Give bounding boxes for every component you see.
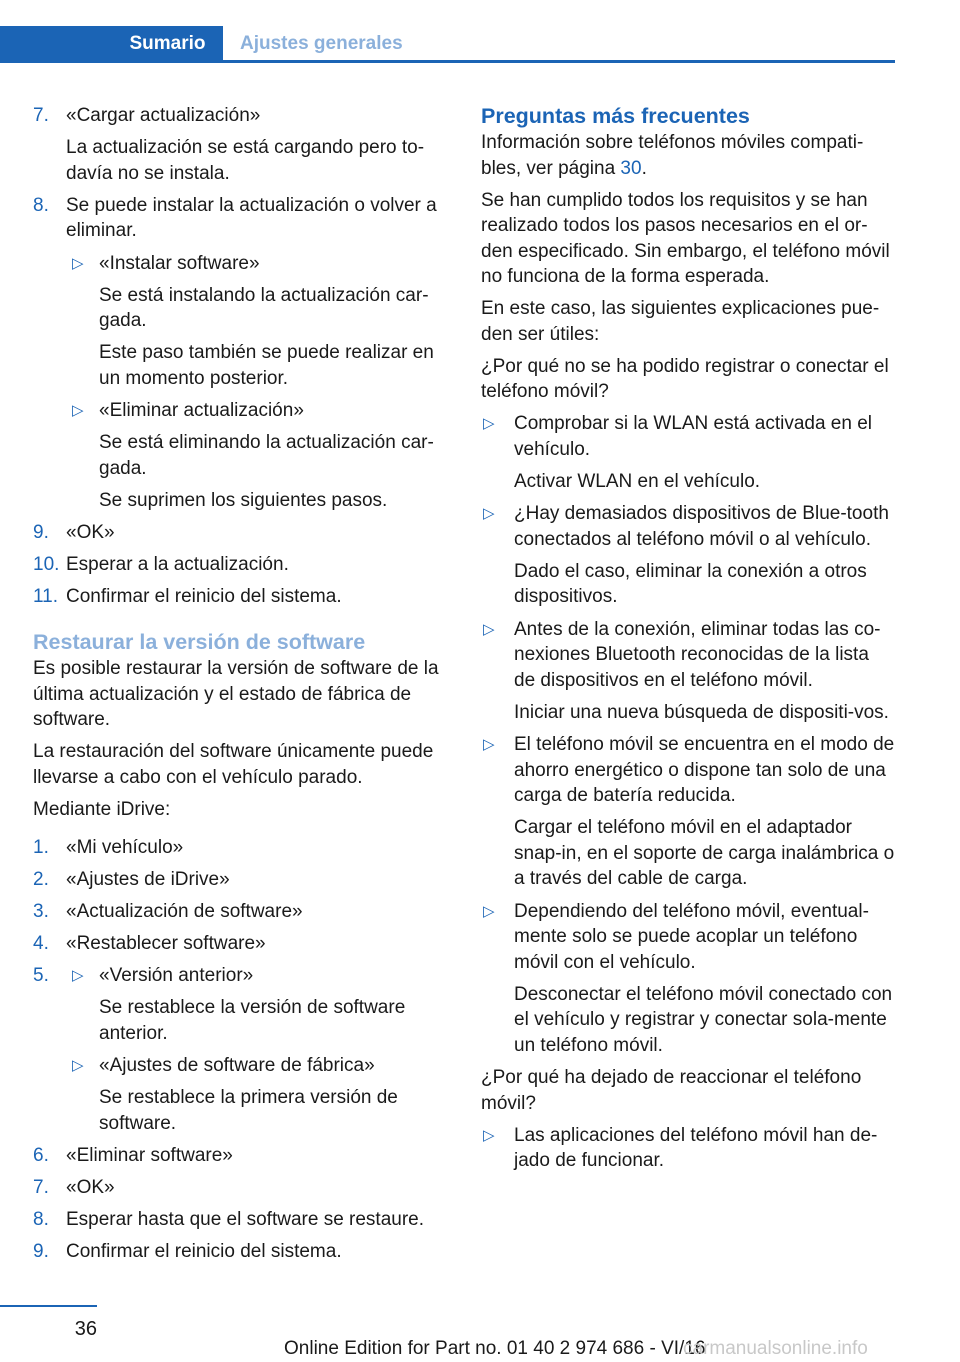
list-number: 10.	[33, 553, 60, 575]
list-item	[33, 552, 449, 578]
list-text: «Restablecer software»	[66, 933, 266, 954]
list-item	[33, 931, 449, 957]
bullet-text: Antes de la conexión, eliminar todas las co-nexiones Bluetooth reconocidas de la lista de dispositivos en el teléfono móvil.	[514, 618, 881, 691]
bullet-item	[66, 1053, 449, 1136]
list-text: «Actualización de software»	[66, 901, 303, 922]
bullet-text: Se restablece la versión de software anterior.	[99, 997, 406, 1044]
footer-divider	[0, 1305, 97, 1307]
triangle-bullet-icon: ▷	[72, 1057, 84, 1074]
paragraph: La restauración del software únicamente puede llevarse a cabo con el vehículo parado.	[33, 741, 434, 788]
triangle-bullet-icon: ▷	[72, 402, 84, 419]
list-item	[33, 103, 449, 186]
list-item	[33, 1175, 449, 1201]
bullet-item	[66, 963, 449, 1046]
list-text: Confirmar el reinicio del sistema.	[66, 1240, 342, 1262]
list-item	[33, 1239, 449, 1265]
paragraph-text: .	[641, 157, 647, 179]
list-number: 9.	[33, 521, 49, 543]
list-item	[33, 1207, 449, 1233]
paragraph-text: Información sobre teléfonos móviles compati-bles, ver página	[481, 132, 864, 179]
list-text: «Mi vehículo»	[66, 837, 184, 858]
bullet-item	[481, 1123, 895, 1174]
header-accent	[0, 26, 112, 63]
list-item	[33, 520, 449, 546]
bullet-text: Se suprimen los siguientes pasos.	[99, 489, 388, 511]
paragraph: Es posible restaurar la versión de software de la última actualización y el estado de fábrica de software.	[33, 658, 439, 730]
bullet-text: Se está instalando la actualización car-gada.	[99, 284, 429, 331]
bullet-item	[481, 411, 895, 494]
list-text: «Cargar actualización»	[66, 105, 261, 126]
section-heading: Restaurar la versión de software	[33, 630, 366, 654]
bullet-text: Comprobar si la WLAN está activada en el vehículo.	[514, 413, 872, 460]
triangle-bullet-icon: ▷	[483, 620, 495, 638]
list-number: 7.	[33, 105, 49, 126]
list-number: 3.	[33, 901, 49, 922]
bullet-text: Iniciar una nueva búsqueda de dispositi-vos.	[514, 701, 889, 723]
left-column	[33, 103, 449, 1271]
paragraph: En este caso, las siguientes explicaciones pue-den ser útiles:	[481, 298, 880, 345]
watermark-text: carmanualsonline.info	[683, 1338, 868, 1359]
bullet-item	[481, 732, 895, 892]
list-text: Esperar hasta que el software se restaure.	[66, 1208, 425, 1230]
header-section-title: Ajustes generales	[240, 33, 403, 54]
list-text: «OK»	[66, 1176, 115, 1198]
list-text: Se puede instalar la actualización o volver a eliminar.	[66, 194, 437, 241]
bullet-text: Desconectar el teléfono móvil conectado con el vehículo y registrar y conectar sola-mente un teléfono móvil.	[514, 983, 893, 1056]
edition-text: Online Edition for Part no. 01 40 2 974 686 - VI/16	[284, 1338, 706, 1359]
triangle-bullet-icon: ▷	[483, 736, 495, 753]
bullet-text: Dado el caso, eliminar la conexión a otros dispositivos.	[514, 560, 867, 607]
bullet-title: «Instalar software»	[99, 252, 260, 274]
list-number: 6.	[33, 1144, 49, 1166]
list-number: 8.	[33, 194, 49, 216]
header-tab-label: Sumario	[129, 33, 206, 54]
bullet-text: Se está eliminando la actualización car-gada.	[99, 432, 434, 479]
list-item	[33, 193, 449, 514]
bullet-text: El teléfono móvil se encuentra en el modo de ahorro energético o dispone tan solo de una carga de batería reducida.	[514, 734, 895, 806]
triangle-bullet-icon: ▷	[483, 902, 495, 920]
list-text: Esperar a la actualización.	[66, 553, 289, 575]
list-text: Confirmar el reinicio del sistema.	[66, 585, 342, 607]
list-subtext: La actualización se está cargando pero to-davía no se instala.	[66, 137, 425, 184]
triangle-bullet-icon: ▷	[483, 1126, 495, 1144]
bullet-title: «Eliminar actualización»	[99, 400, 304, 421]
header-tab-sumario[interactable]	[112, 26, 223, 62]
right-column	[481, 103, 895, 1181]
triangle-bullet-icon: ▷	[483, 415, 495, 432]
bullet-text: Activar WLAN en el vehículo.	[514, 470, 761, 492]
bullet-text: Se restablece la primera versión de software.	[99, 1087, 398, 1134]
triangle-bullet-icon: ▷	[72, 254, 84, 272]
page-number: 36	[74, 1318, 97, 1340]
list-number: 4.	[33, 933, 49, 954]
bullet-item	[481, 899, 895, 1059]
list-number: 1.	[33, 837, 49, 858]
paragraph: Mediante iDrive:	[33, 798, 171, 820]
bullet-item	[66, 398, 449, 513]
list-number: 5.	[33, 965, 49, 986]
paragraph	[481, 130, 895, 181]
triangle-bullet-icon: ▷	[483, 505, 495, 522]
list-item	[33, 584, 449, 610]
bullet-text: Este paso también se puede realizar en un momento posterior.	[99, 342, 434, 389]
list-item	[33, 1143, 449, 1169]
paragraph: ¿Por qué ha dejado de reaccionar el teléfono móvil?	[481, 1067, 862, 1114]
section-heading: Preguntas más frecuentes	[481, 104, 750, 128]
triangle-bullet-icon: ▷	[72, 967, 84, 984]
bullet-item	[481, 501, 895, 610]
bullet-title: «Ajustes de software de fábrica»	[99, 1055, 375, 1076]
paragraph: ¿Por qué no se ha podido registrar o conectar el teléfono móvil?	[481, 355, 889, 402]
bullet-text: Las aplicaciones del teléfono móvil han de-jado de funcionar.	[514, 1124, 878, 1171]
list-number: 11.	[33, 585, 59, 607]
bullet-item	[481, 617, 895, 726]
bullet-text: Dependiendo del teléfono móvil, eventual-mente solo se puede acoplar un teléfono móvil con el vehículo.	[514, 900, 869, 973]
list-item	[33, 899, 449, 925]
bullet-title: «Versión anterior»	[99, 965, 254, 986]
list-number: 2.	[33, 869, 49, 890]
list-number: 9.	[33, 1240, 49, 1262]
list-text: «Ajustes de iDrive»	[66, 869, 230, 890]
list-item	[33, 867, 449, 893]
list-item	[33, 963, 449, 1136]
list-text: «Eliminar software»	[66, 1144, 233, 1166]
bullet-text: Cargar el teléfono móvil en el adaptador snap-in, en el soporte de carga inalámbrica o a través del cable de carga.	[514, 817, 895, 889]
list-item	[33, 835, 449, 861]
list-number: 7.	[33, 1176, 49, 1198]
header-divider	[0, 60, 895, 63]
page-link[interactable]: 30	[620, 157, 642, 179]
bullet-text: ¿Hay demasiados dispositivos de Blue-tooth conectados al teléfono móvil o al vehículo.	[514, 503, 889, 550]
list-text: «OK»	[66, 521, 115, 543]
bullet-item	[66, 251, 449, 392]
paragraph: Se han cumplido todos los requisitos y se han realizado todos los pasos necesarios en el or-den especificado. Sin embargo, el teléfono móvil no funciona de la forma esperada.	[481, 189, 890, 287]
list-number: 8.	[33, 1208, 49, 1230]
